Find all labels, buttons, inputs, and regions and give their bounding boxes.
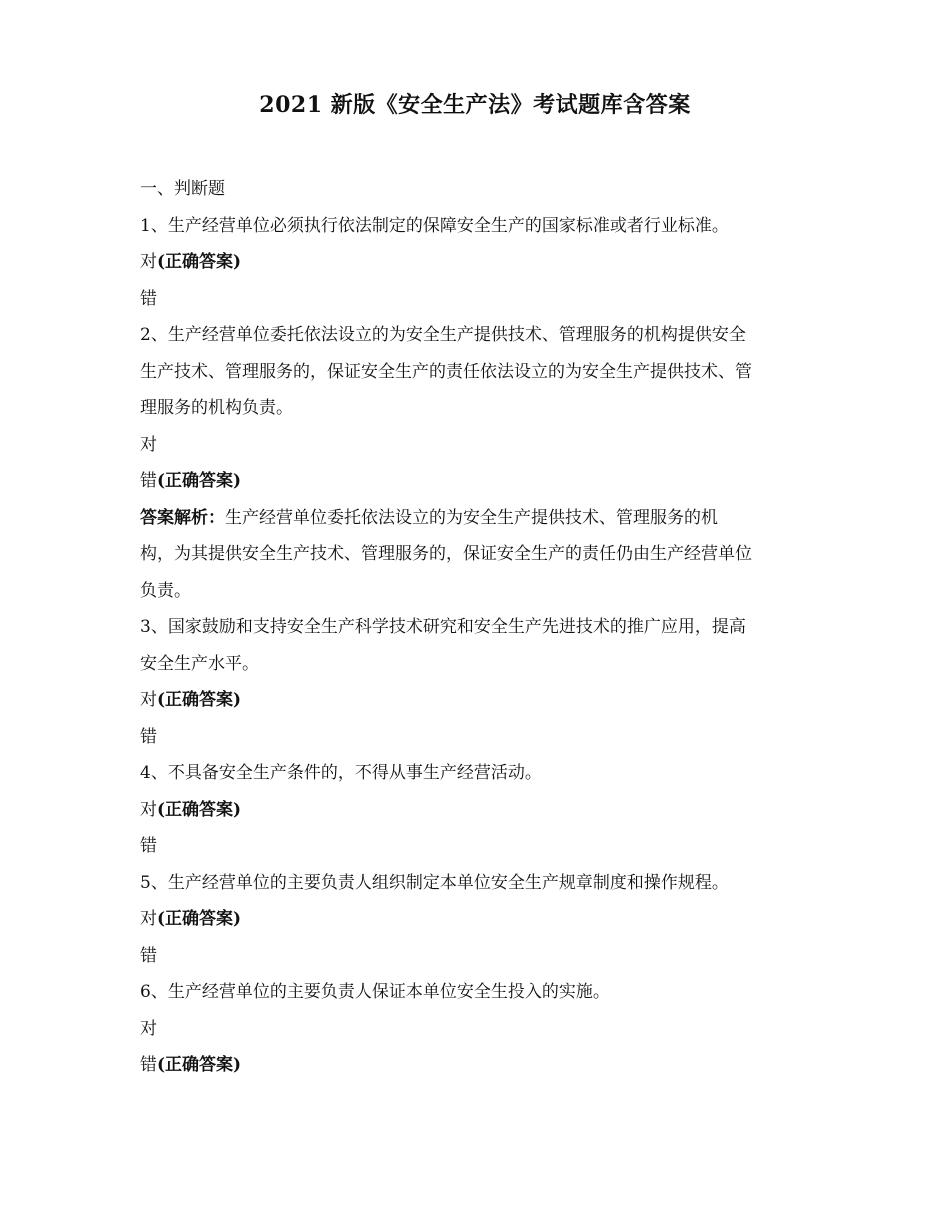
answer-option-label: 对 (140, 799, 157, 820)
correct-answer-mark: (正确答案) (157, 690, 242, 710)
answer-option (140, 719, 812, 756)
answer-option (140, 682, 812, 719)
question-stem-line: 2、生产经营单位委托依法设立的为安全生产提供技术、管理服务的机构提供安全 (140, 325, 746, 345)
correct-answer-mark: (正确答案) (157, 799, 242, 820)
answer-option-label: 错 (140, 945, 157, 966)
question-stem-line: 4、不具备安全生产条件的，不得从事生产经营活动。 (140, 763, 542, 783)
question-stem-line: 生产技术、管理服务的，保证安全生产的责任依法设立的为安全生产提供技术、管 (140, 361, 752, 382)
answer-option (140, 792, 812, 829)
answer-option (140, 244, 812, 281)
explanation-line (140, 500, 812, 537)
answer-option-label: 对 (140, 1018, 157, 1039)
explanation-line (140, 573, 812, 610)
answer-option (140, 1011, 812, 1048)
explanation-label: 答案解析： (140, 507, 225, 528)
answer-option-label: 错 (140, 836, 157, 856)
correct-answer-mark: (正确答案) (157, 1055, 242, 1075)
answer-option-label: 对 (140, 434, 157, 455)
answer-option (140, 281, 812, 318)
question-stem-line: 理服务的机构负责。 (140, 398, 293, 418)
answer-option (140, 427, 812, 464)
answer-option-label: 对 (140, 252, 157, 272)
explanation-text: 构，为其提供安全生产技术、管理服务的，保证安全生产的责任仍由生产经营单位 (140, 544, 752, 564)
question-stem-line: 3、国家鼓励和支持安全生产科学技术研究和安全生产先进技术的推广应用，提高 (140, 617, 746, 637)
section-heading: 一、判断题 (140, 179, 225, 199)
answer-option (140, 828, 812, 865)
correct-answer-mark: (正确答案) (157, 909, 242, 929)
question-stem-line: 6、生产经营单位的主要负责人保证本单位安全生投入的实施。 (140, 982, 610, 1002)
correct-answer-mark: (正确答案) (157, 471, 242, 491)
answer-option (140, 1047, 812, 1084)
question-stem-line: 1、生产经营单位必须执行依法制定的保障安全生产的国家标准或者行业标准。 (140, 215, 729, 236)
document-title: 2021 新版《安全生产法》考试题库含答案 (259, 92, 691, 118)
explanation-line (140, 536, 812, 573)
question-stem-line: 安全生产水平。 (140, 653, 259, 674)
explanation-text: 负责。 (140, 580, 191, 601)
answer-option-label: 错 (140, 288, 157, 309)
answer-option-label: 对 (140, 909, 157, 929)
answer-option (140, 463, 812, 500)
correct-answer-mark: (正确答案) (157, 252, 242, 272)
explanation-text: 生产经营单位委托依法设立的为安全生产提供技术、管理服务的机 (225, 507, 718, 528)
answer-option-label: 错 (140, 471, 157, 491)
answer-option-label: 对 (140, 690, 157, 710)
answer-option-label: 错 (140, 726, 157, 747)
answer-option (140, 938, 812, 975)
answer-option (140, 901, 812, 938)
document-body (140, 171, 812, 1084)
question-stem-line: 5、生产经营单位的主要负责人组织制定本单位安全生产规章制度和操作规程。 (140, 872, 729, 893)
answer-option-label: 错 (140, 1055, 157, 1075)
